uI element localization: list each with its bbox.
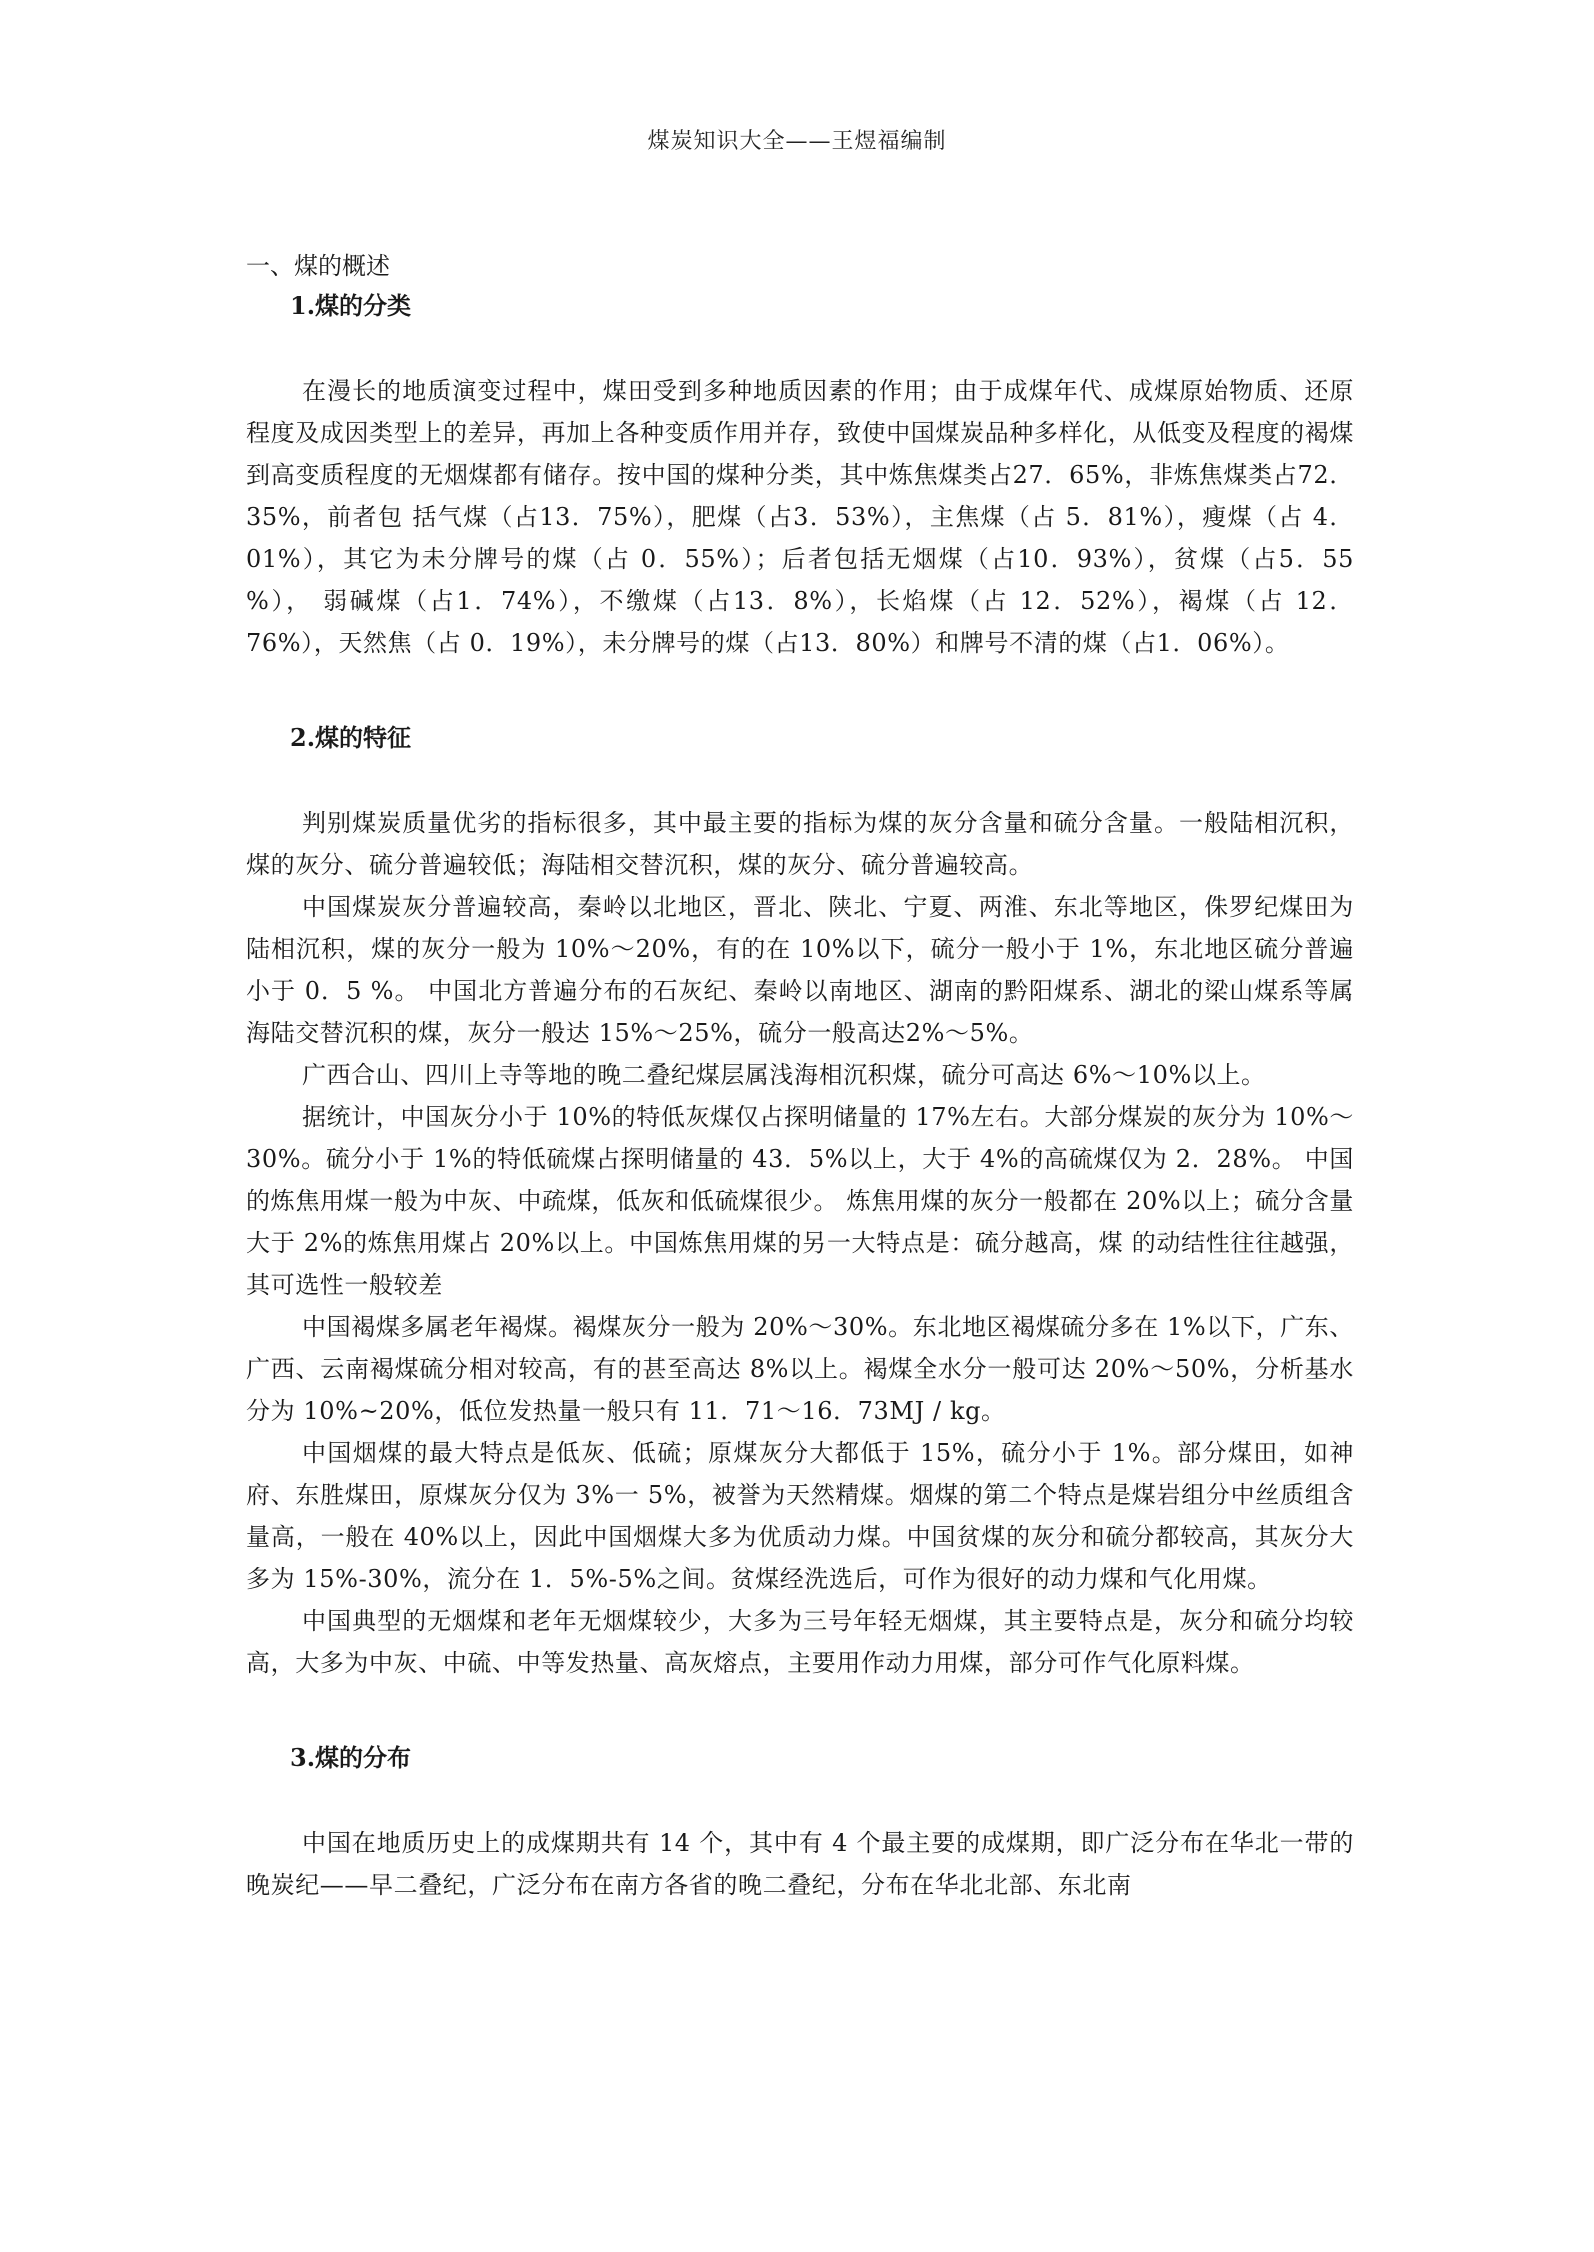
- subsection-heading-distribution: 3.煤的分布: [290, 1743, 412, 1772]
- paragraph: 广西合山、四川上寺等地的晚二叠纪煤层属浅海相沉积煤，硫分可高达 6%～10%以上。: [302, 1061, 1266, 1089]
- paragraph: 据统计，中国灰分小于 10%的特低灰煤仅占探明储量的 17%左右。大部分煤炭的灰分为 10%～30%。硫分小于 1%的特低硫煤占探明储量的 43．5%以上，大于 4%的高硫煤仅为 2．28%。 中国的炼焦用煤一般为中灰、中疏煤，低灰和低硫煤很少。 炼焦用煤的灰分一般都在 20%以上；硫分含量大于 2%的炼焦用煤占 20%以上。中国炼焦用煤的另一大特点是：硫分越高，煤 的动结性往往越强，其可选性一般较差: [246, 1103, 1354, 1299]
- document-title: 煤炭知识大全——王煜福编制: [647, 129, 947, 154]
- paragraph: 中国烟煤的最大特点是低灰、低硫；原煤灰分大都低于 15%，硫分小于 1%。部分煤田，如神府、东胜煤田，原煤灰分仅为 3%一 5%，被誉为天然精煤。烟煤的第二个特点是煤岩组分中丝质组含量高，一般在 40%以上，因此中国烟煤大多为优质动力煤。中国贫煤的灰分和硫分都较高，其灰分大多为 15%-30%，流分在 1．5%-5%之间。贫煤经洗选后，可作为很好的动力煤和气化用煤。: [246, 1439, 1354, 1593]
- section-heading-overview: 一、煤的概述: [246, 252, 390, 280]
- subsection-heading-classification: 1.煤的分类: [290, 291, 412, 320]
- paragraph: 中国典型的无烟煤和老年无烟煤较少，大多为三号年轻无烟煤，其主要特点是，灰分和硫分均较高，大多为中灰、中硫、中等发热量、高灰熔点，主要用作动力用煤，部分可作气化原料煤。: [246, 1607, 1354, 1677]
- paragraph: 在漫长的地质演变过程中，煤田受到多种地质因素的作用；由于成煤年代、成煤原始物质、还原程度及成因类型上的差异，再加上各种变质作用并存，致使中国煤炭品种多样化，从低变及程度的褐煤到高变质程度的无烟煤都有储存。按中国的煤种分类，其中炼焦煤类占27．65%，非炼焦煤类占72．35%，前者包 括气煤（占13．75%），肥煤（占3．53%），主焦煤（占 5．81%），瘦煤（占 4．01%），其它为未分牌号的煤（占 0．55%）；后者包括无烟煤（占10．93%），贫煤（占5．55 %）， 弱碱煤（占1．74%），不缴煤（占13．8%），长焰煤（占 12．52%），褐煤（占 12．76%），天然焦（占 0．19%），未分牌号的煤（占13．80%）和牌号不清的煤（占1．06%）。: [246, 377, 1354, 657]
- document-body: [246, 246, 1354, 1906]
- subsection-heading-characteristics: 2.煤的特征: [290, 723, 412, 752]
- paragraph: 中国在地质历史上的成煤期共有 14 个，其中有 4 个最主要的成煤期，即广泛分布在华北一带的晚炭纪——早二叠纪，广泛分布在南方各省的晚二叠纪，分布在华北北部、东北南: [246, 1829, 1354, 1899]
- paragraph: 中国煤炭灰分普遍较高，秦岭以北地区，晋北、陕北、宁夏、两淮、东北等地区，侏罗纪煤田为陆相沉积，煤的灰分一般为 10%～20%，有的在 10%以下，硫分一般小于 1%，东北地区硫分普遍小于 0．5 %。 中国北方普遍分布的石灰纪、秦岭以南地区、湖南的黔阳煤系、湖北的梁山煤系等属海陆交替沉积的煤，灰分一般达 15%～25%，硫分一般高达2%～5%。: [246, 893, 1354, 1047]
- paragraph: 判别煤炭质量优劣的指标很多，其中最主要的指标为煤的灰分含量和硫分含量。一般陆相沉积，煤的灰分、硫分普遍较低；海陆相交替沉积，煤的灰分、硫分普遍较高。: [246, 809, 1354, 879]
- paragraph: 中国褐煤多属老年褐煤。褐煤灰分一般为 20%～30%。东北地区褐煤硫分多在 1%以下，广东、广西、云南褐煤硫分相对较高，有的甚至高达 8%以上。褐煤全水分一般可达 20%～50%，分析基水分为 10%~20%，低位发热量一般只有 11．71～16．73MJ / kg。: [246, 1313, 1354, 1425]
